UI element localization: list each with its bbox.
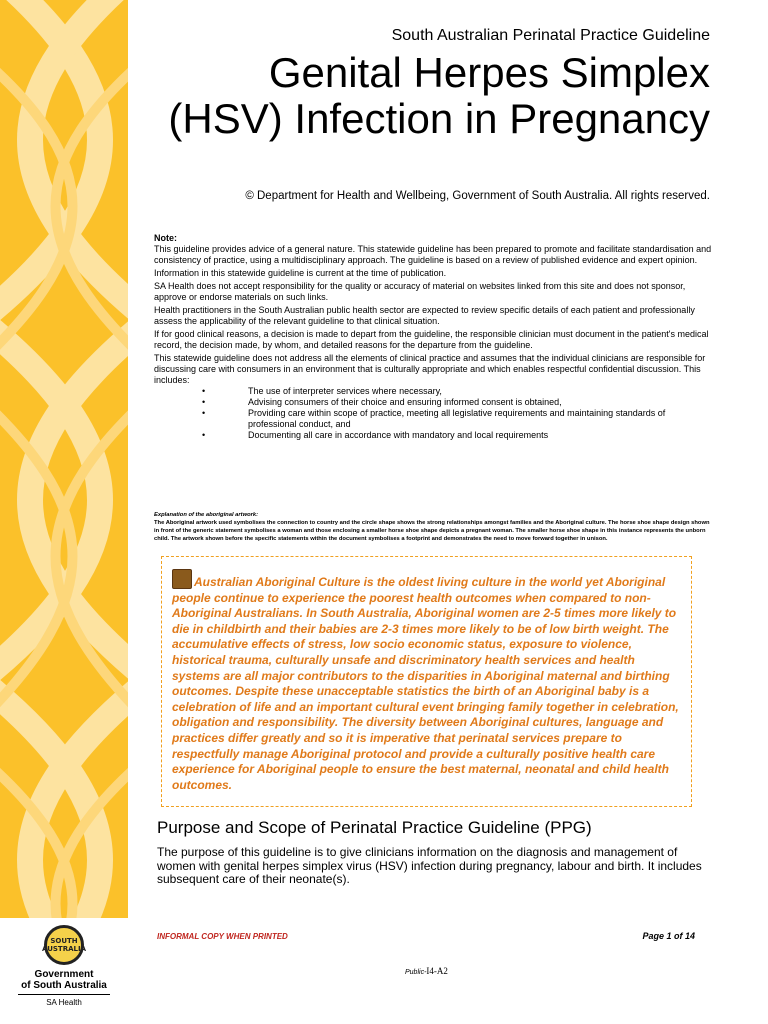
bullet-text: Providing care within scope of practice, meeting all legislative requirements and maintaining standards of professional conduct, and bbox=[248, 408, 666, 429]
informal-copy-notice: INFORMAL COPY WHEN PRINTED bbox=[157, 932, 288, 941]
list-item bbox=[154, 430, 714, 441]
logo-divider bbox=[18, 994, 110, 995]
bullet-icon: • bbox=[202, 408, 206, 418]
explanation-title: Explanation of the aboriginal artwork: bbox=[154, 512, 259, 518]
aboriginal-culture-callout bbox=[161, 556, 692, 807]
guideline-series-title: South Australian Perinatal Practice Guideline bbox=[391, 27, 710, 44]
bullet-text: Advising consumers of their choice and ensuring informed consent is obtained, bbox=[248, 397, 562, 407]
aboriginal-artwork-icon bbox=[172, 569, 192, 589]
logo-line2: of South Australia bbox=[21, 980, 107, 991]
note-label: Note: bbox=[154, 233, 177, 243]
sa-government-logo bbox=[14, 925, 114, 1008]
document-title: Genital Herpes Simplex (HSV) Infection in Pregnancy bbox=[168, 49, 710, 142]
callout-text: Australian Aboriginal Culture is the oldest living culture in the world yet Aboriginal people continue to experience the poorest health outcomes when compared to non-Aboriginal Australians. In South Australia, Aboriginal women are 2-5 times more likely to die in childbirth and their babies are 2-3 times more likely to be of low birth weight. The accumulative effects of stress, low socio economic status, exposure to violence, historical trauma, culturally unsafe and discriminatory health services and health systems are all major contributors to the disparities in Aboriginal maternal and birthing outcomes. Despite these unacceptable statistics the birth of an Aboriginal baby is a celebration of life and an important cultural event bringing family together in celebration, obligation and responsibility. The diversity between Aboriginal cultures, language and practices differ greatly and so it is imperative that perinatal services prepare to respectfully manage Aboriginal protocol and provide a culturally positive health care experience for Aboriginal people to ensure the best maternal, neonatal and child health outcomes. bbox=[172, 575, 679, 792]
list-item bbox=[154, 408, 714, 430]
note-paragraph: This statewide guideline does not address all the elements of clinical practice and assumes that the individual clinicians are responsible for discussing care with consumers in an environment that is culturally appropriate and which enables respectful confidential discussion. This includes: bbox=[154, 353, 706, 385]
bullet-icon: • bbox=[202, 386, 206, 396]
note-bullet-list bbox=[154, 386, 714, 441]
note-section bbox=[154, 233, 714, 441]
public-code: I4-A2 bbox=[426, 966, 448, 976]
decorative-sidebar bbox=[0, 0, 128, 1024]
purpose-text: The purpose of this guideline is to give clinicians information on the diagnosis and management of women with genital herpes simplex virus (HSV) infection during pregnancy, labour and birth. It includes subsequent care of their neonate(s). bbox=[157, 845, 702, 886]
copyright-notice: © Department for Health and Wellbeing, Government of South Australia. All rights reserved. bbox=[245, 190, 710, 202]
logo-line3: SA Health bbox=[46, 998, 82, 1007]
list-item bbox=[154, 397, 714, 408]
artwork-explanation bbox=[154, 511, 714, 543]
bullet-text: The use of interpreter services where necessary, bbox=[248, 386, 442, 396]
public-classification bbox=[405, 966, 448, 976]
note-paragraph: If for good clinical reasons, a decision is made to depart from the guideline, the responsible clinician must document in the patient's medical record, the decision made, by whom, and detailed reasons for the departure from the guideline. bbox=[154, 329, 709, 350]
note-paragraph: This guideline provides advice of a general nature. This statewide guideline has been prepared to promote and facilitate standardisation and consistency of practice, using a multidisciplinary approach. The guideline is based on a review of published evidence and expert opinion. bbox=[154, 244, 712, 265]
note-paragraph: SA Health does not accept responsibility for the quality or accuracy of material on websites linked from this site and does not sponsor, approve or endorse materials on such links. bbox=[154, 281, 686, 302]
bullet-icon: • bbox=[202, 430, 206, 440]
bullet-icon: • bbox=[202, 397, 206, 407]
section-heading: Purpose and Scope of Perinatal Practice Guideline (PPG) bbox=[157, 818, 592, 837]
public-label: Public- bbox=[405, 969, 427, 976]
crest-icon: SOUTH AUSTRALIA bbox=[44, 925, 84, 965]
note-paragraph: Information in this statewide guideline is current at the time of publication. bbox=[154, 268, 447, 278]
dna-pattern-graphic bbox=[0, 0, 128, 1024]
page-number: Page 1 of 14 bbox=[642, 931, 695, 941]
explanation-body: The Aboriginal artwork used symbolises the connection to country and the circle shape shows the strong relationships amongst families and the Aboriginal culture. The horse shoe shape design shown in front of the generic statement symbolises a woman and those enclosing a smaller horse shoe shape depicts a pregnant woman. The smaller horse shoe shape in this instance represents the unborn child. The artwork shown before the specific statements within the document symbolises a footprint and demonstrates the need to move forward together in unison. bbox=[154, 520, 710, 542]
logo-line1: Government bbox=[34, 969, 94, 980]
list-item bbox=[154, 386, 714, 397]
bullet-text: Documenting all care in accordance with mandatory and local requirements bbox=[248, 430, 549, 440]
note-paragraph: Health practitioners in the South Australian public health sector are expected to review specific details of each patient and professionally assess the applicability of the relevant guideline to that clinical situation. bbox=[154, 305, 695, 326]
